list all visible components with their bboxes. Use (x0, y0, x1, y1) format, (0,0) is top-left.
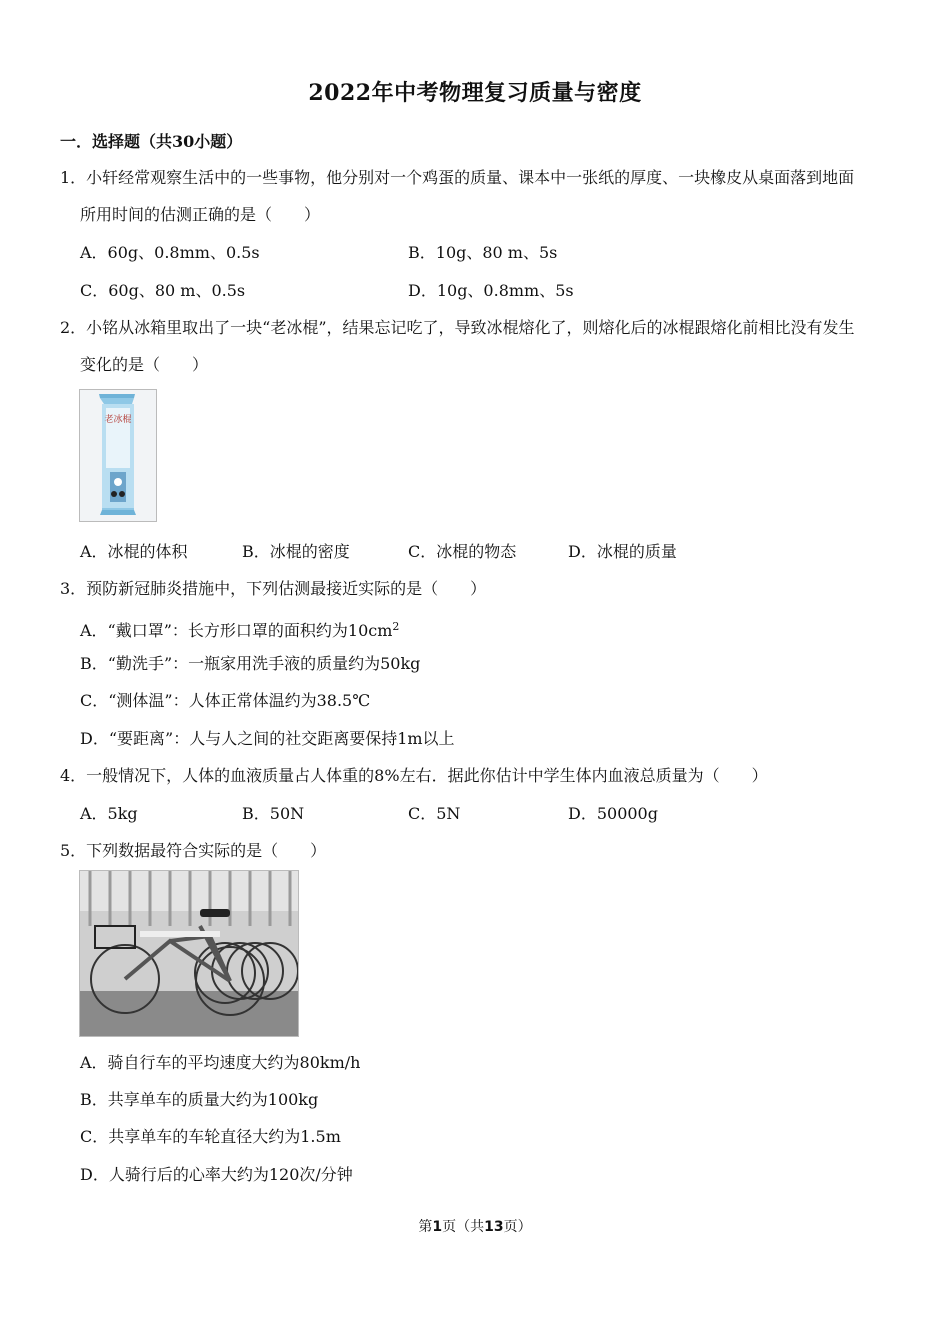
ice-pop-label-char-1: 老冰棍 (104, 415, 132, 425)
footer-suffix: 页） (503, 1219, 532, 1235)
question-2-option-d: D．冰棍的质量 (568, 542, 677, 561)
ice-pop-image (79, 389, 157, 522)
question-1-option-d: D．10g、0.8mm、5s (408, 281, 574, 300)
page-title: 2022年中考物理复习质量与密度 (308, 80, 642, 106)
footer-prefix: 第 (418, 1219, 433, 1235)
question-3-option-b: B．“勤洗手”：一瓶家用洗手液的质量约为50kg (80, 654, 421, 673)
shared-bikes-photo (79, 870, 299, 1037)
question-3-option-c: C．“测体温”：人体正常体温约为38.5℃ (80, 691, 371, 710)
question-4-option-a: A．5kg (80, 804, 138, 823)
question-5-option-a: A．骑自行车的平均速度大约为80km/h (80, 1053, 361, 1072)
page-number: 1 (432, 1219, 443, 1235)
question-1-option-b: B．10g、80 m、5s (408, 243, 558, 262)
question-4-text: 4．一般情况下，人体的血液质量占人体重的8%左右．据此你估计中学生体内血液总质量为（ ） (60, 766, 768, 785)
question-4-option-c: C．5N (408, 804, 461, 823)
question-4-option-b: B．50N (242, 804, 305, 823)
shared-bikes-illustration (80, 871, 298, 1036)
question-3-option-a-text: A．“戴口罩”：长方形口罩的面积约为10cm (80, 621, 393, 640)
question-5-option-b: B．共享单车的质量大约为100kg (80, 1090, 319, 1109)
superscript: 2 (392, 620, 400, 633)
question-2-option-c: C．冰棍的物态 (408, 542, 517, 561)
question-3-option-d: D．“要距离”：人与人之间的社交距离要保持1m以上 (80, 729, 455, 748)
question-2-option-b: B．冰棍的密度 (242, 542, 350, 561)
question-4-option-d: D．50000g (568, 804, 658, 823)
question-3-text: 3．预防新冠肺炎措施中，下列估测最接近实际的是（ ） (60, 579, 487, 598)
question-1-option-a: A．60g、0.8mm、0.5s (80, 243, 260, 262)
question-2-option-a: A．冰棍的体积 (80, 542, 188, 561)
footer-middle: 页（共 (442, 1219, 485, 1235)
question-2-text-cont: 变化的是（ ） (80, 355, 209, 374)
question-2-text: 2．小铭从冰箱里取出了一块“老冰棍”，结果忘记吃了，导致冰棍熔化了，则熔化后的冰棍跟熔化前相比没有发生 (60, 318, 855, 337)
question-1-text-cont: 所用时间的估测正确的是（ ） (80, 205, 321, 224)
question-5-text: 5．下列数据最符合实际的是（ ） (60, 841, 327, 860)
page-footer (0, 1216, 950, 1236)
question-5-option-d: D．人骑行后的心率大约为120次/分钟 (80, 1165, 353, 1184)
question-3-option-a (80, 617, 399, 641)
ice-pop-illustration (80, 390, 156, 521)
question-1-option-c: C．60g、80 m、0.5s (80, 281, 246, 300)
total-pages: 13 (484, 1219, 504, 1235)
section-heading: 一．选择题（共30小题） (60, 132, 243, 151)
question-1-text: 1．小轩经常观察生活中的一些事物，他分别对一个鸡蛋的质量、课本中一张纸的厚度、一块橡皮从桌面落到地面 (60, 168, 855, 187)
question-5-option-c: C．共享单车的车轮直径大约为1.5m (80, 1127, 341, 1146)
